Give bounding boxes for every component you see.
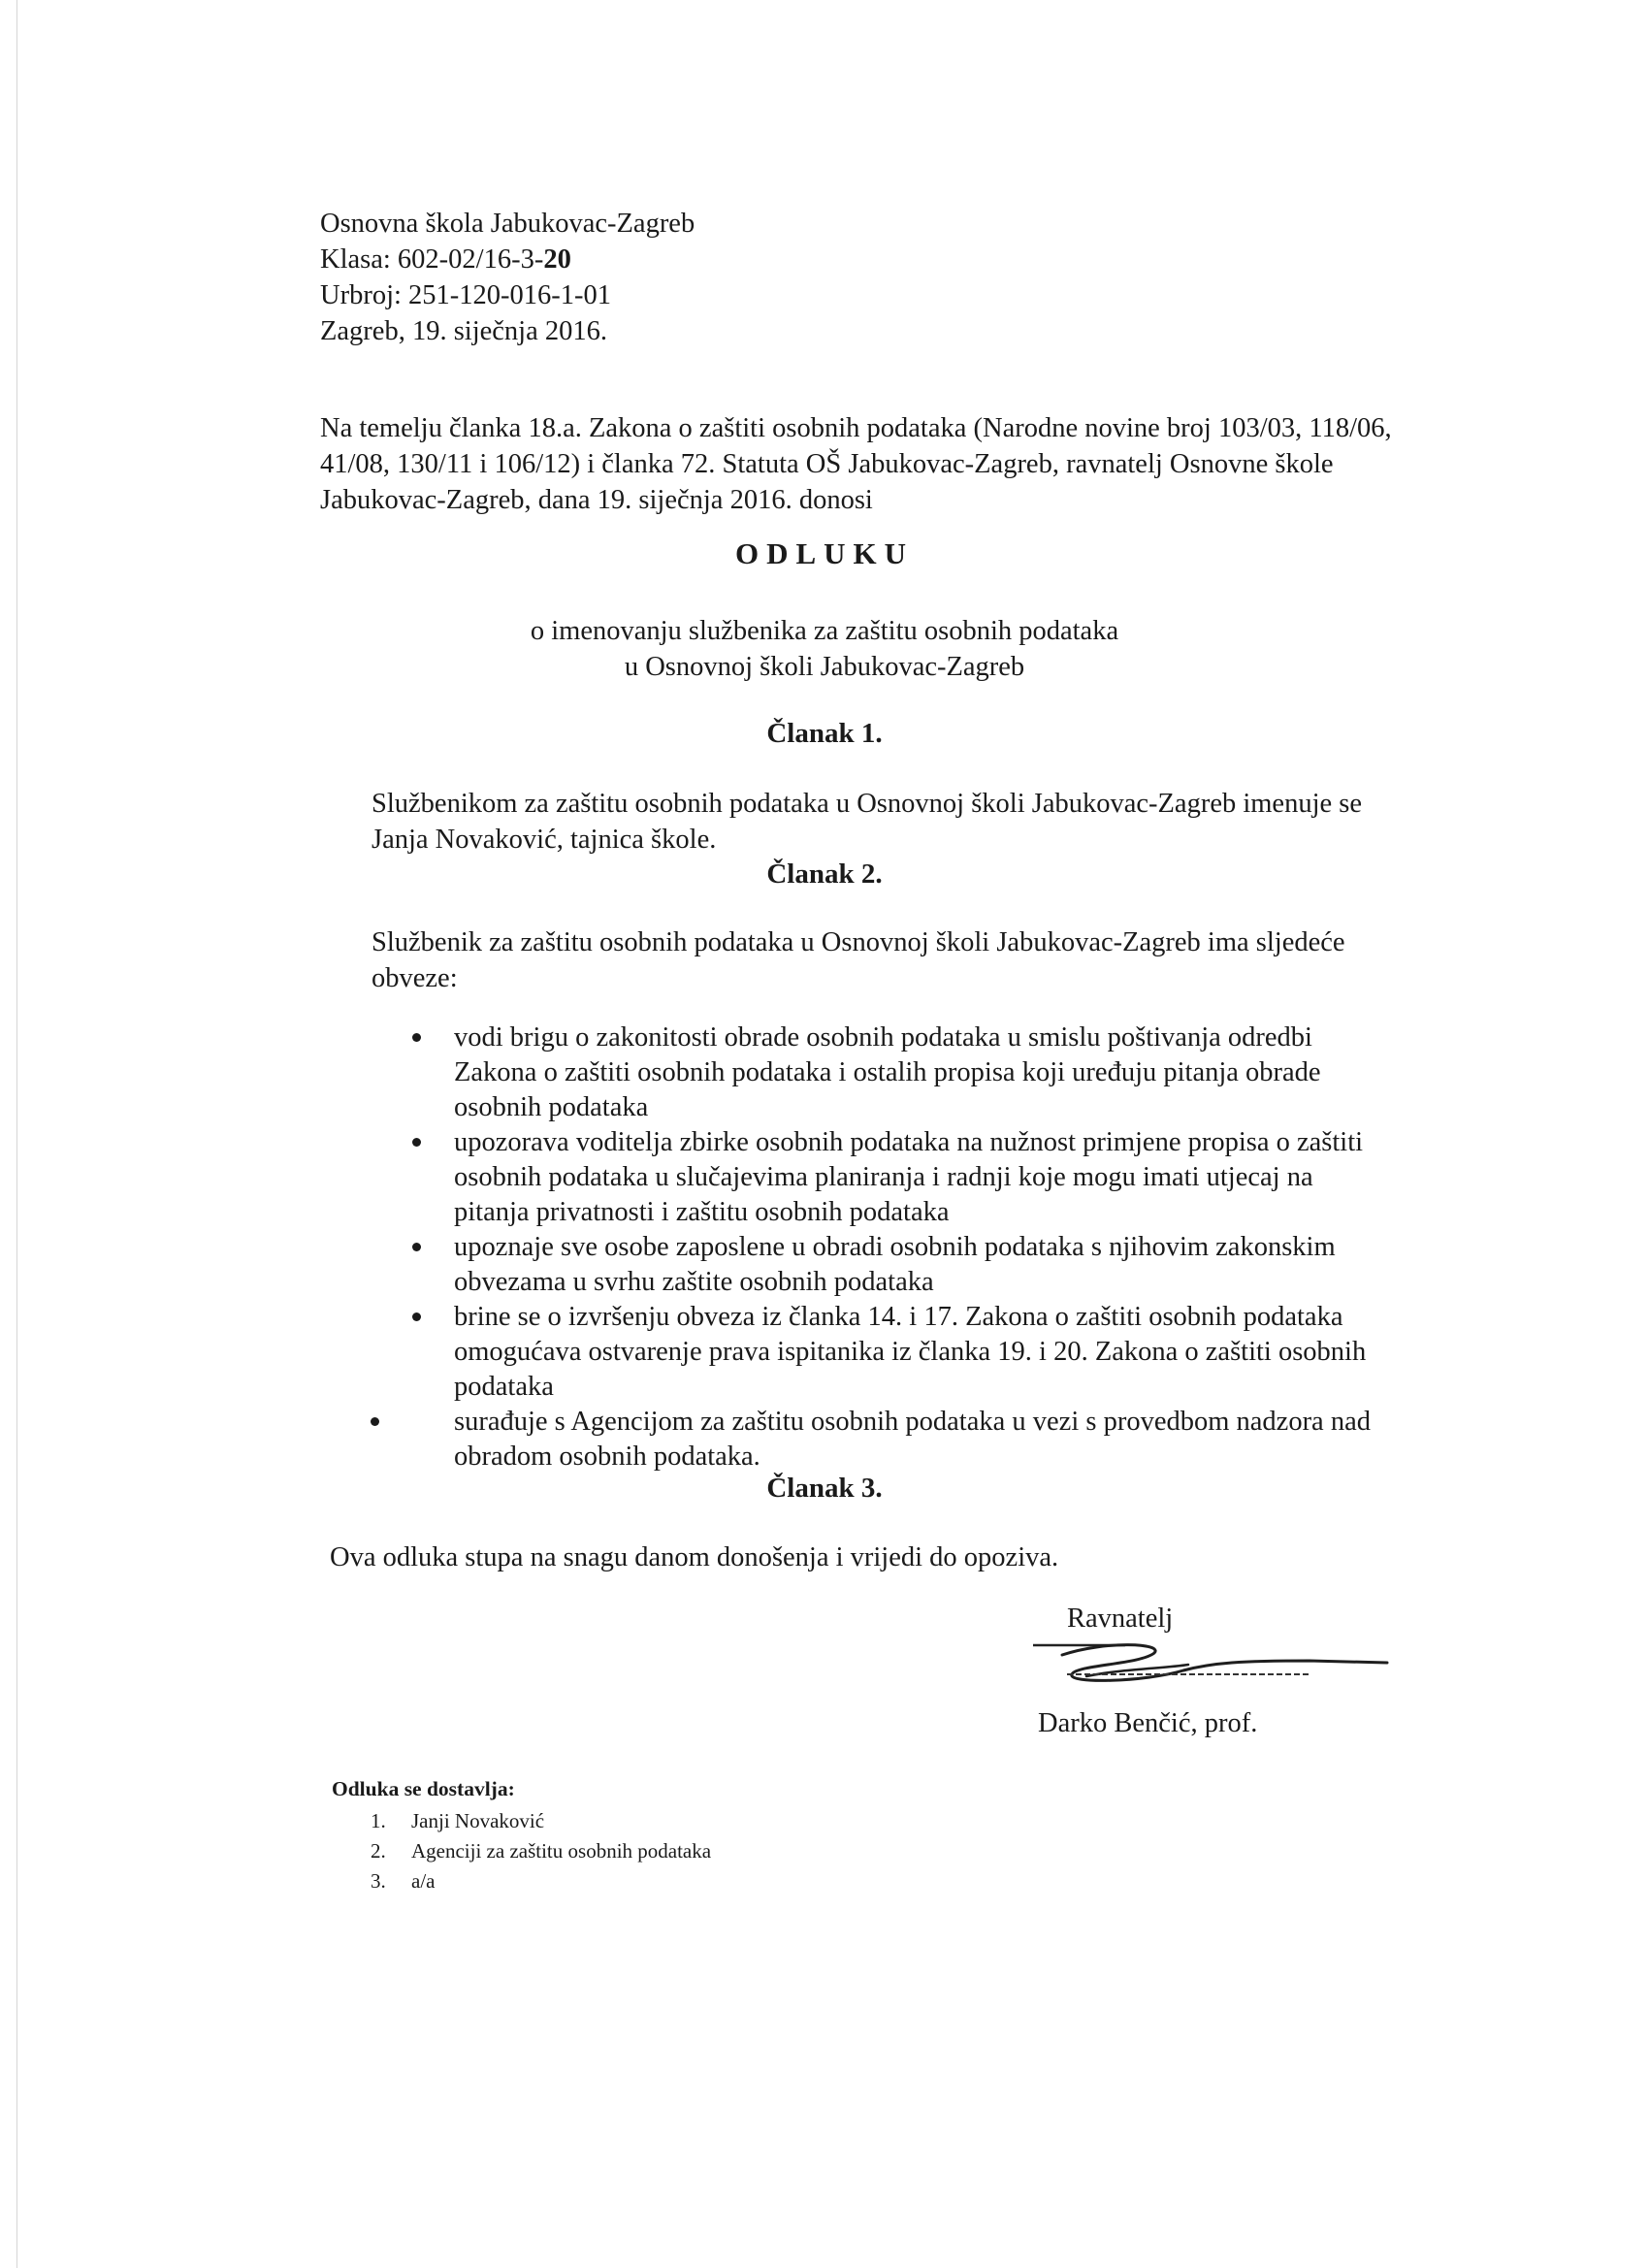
distribution-item (332, 1836, 711, 1866)
duty-line: brine se o izvršenju obveza iz članka 14. i 17. Zakona o zaštiti osobnih podataka (454, 1302, 1343, 1332)
subtitle-line: o imenovanju službenika za zaštitu osobnih podataka (530, 616, 1119, 646)
duty-item (0, 1405, 1649, 1474)
article-3-heading: Članak 3. (766, 1473, 883, 1504)
distribution-item (332, 1806, 711, 1836)
duty-line: obvezama u svrhu zaštite osobnih podataka (454, 1267, 934, 1297)
intro-paragraph (320, 410, 1455, 518)
article-1-line: Službenikom za zaštitu osobnih podataka u Osnovnoj školi Jabukovac-Zagreb imenuje se (372, 789, 1363, 819)
distribution-recipient: Agenciji za zaštitu osobnih podataka (411, 1839, 712, 1863)
distribution-number: 1. (371, 1809, 386, 1832)
duty-item (0, 1125, 1649, 1230)
distribution-title: Odluka se dostavlja: (332, 1777, 515, 1800)
duty-line: vodi brigu o zakonitosti obrade osobnih podataka u smislu poštivanja odredbi (454, 1022, 1312, 1053)
decision-title: ODLUKU (734, 536, 915, 570)
duty-line: osobnih podataka u slučajevima planiranja i radnji koje mogu imati utjecaj na (454, 1162, 1313, 1192)
signature-title: Ravnatelj (1067, 1604, 1174, 1634)
duty-item (0, 1300, 1649, 1405)
article-1-text (372, 786, 1362, 858)
intro-line: Na temelju članka 18.a. Zakona o zaštiti osobnih podataka (Narodne novine broj 103/03, 118/06, (320, 413, 1392, 443)
article-2-heading: Članak 2. (766, 859, 883, 890)
bullet-icon (412, 1312, 421, 1321)
bullet-icon (412, 1033, 421, 1042)
bullet-icon (412, 1138, 421, 1147)
bullet-icon (412, 1243, 421, 1251)
duty-line: upoznaje sve osobe zaposlene u obradi osobnih podataka s njihovim zakonskim (454, 1232, 1336, 1262)
duty-line: surađuje s Agencijom za zaštitu osobnih podataka u vezi s provedbom nadzora nad (454, 1407, 1371, 1437)
intro-line: Jabukovac-Zagreb, dana 19. siječnja 2016. donosi (320, 485, 873, 515)
distribution-number: 2. (371, 1839, 386, 1863)
urbroj: Urbroj: 251-120-016-1-01 (320, 280, 611, 310)
duty-line: upozorava voditelja zbirke osobnih podataka na nužnost primjene propisa o zaštiti (454, 1127, 1364, 1157)
distribution-list (332, 1777, 711, 1896)
duty-line: osobnih podataka (454, 1092, 649, 1122)
duties-list (0, 1021, 1649, 1474)
article-2-line: Službenik za zaštitu osobnih podataka u Osnovnoj školi Jabukovac-Zagreb ima sljedeće (372, 927, 1345, 957)
intro-line: 41/08, 130/11 i 106/12) i članka 72. Statuta OŠ Jabukovac-Zagreb, ravnatelj Osnovne škole (320, 449, 1334, 479)
duty-line: podataka (454, 1372, 554, 1402)
handwritten-signature (1018, 1626, 1406, 1703)
duty-item (0, 1021, 1649, 1125)
distribution-number: 3. (371, 1869, 386, 1893)
article-1-line: Janja Novaković, tajnica škole. (372, 825, 717, 855)
klasa (320, 242, 695, 277)
article-3-text: Ova odluka stupa na snagu danom donošenja i vrijedi do opoziva. (330, 1542, 1059, 1572)
bullet-icon (371, 1417, 379, 1426)
distribution-recipient: Janji Novaković (411, 1809, 545, 1832)
subtitle-line: u Osnovnoj školi Jabukovac-Zagreb (624, 652, 1025, 682)
duty-line: obradom osobnih podataka. (454, 1442, 760, 1472)
document-header (320, 206, 695, 349)
signatory-name: Darko Benčić, prof. (1038, 1708, 1258, 1738)
klasa-number: Klasa: 602-02/16-3- (320, 244, 544, 275)
klasa-number-suffix: 20 (543, 244, 571, 275)
article-2-text (372, 924, 1345, 996)
article-2-line: obveze: (372, 963, 458, 993)
signature-block (1038, 1601, 1290, 1736)
article-1-heading: Članak 1. (766, 718, 883, 749)
document-date: Zagreb, 19. siječnja 2016. (320, 316, 607, 346)
decision-subtitle (0, 613, 1649, 685)
duty-line: Zakona o zaštiti osobnih podataka i ostalih propisa koji uređuju pitanja obrade (454, 1057, 1321, 1087)
school-name: Osnovna škola Jabukovac-Zagreb (320, 209, 695, 239)
duty-line: pitanja privatnosti i zaštitu osobnih podataka (454, 1197, 950, 1227)
distribution-item (332, 1866, 711, 1896)
duty-item (0, 1230, 1649, 1300)
distribution-recipient: a/a (411, 1869, 436, 1893)
duty-line: omogućava ostvarenje prava ispitanika iz članka 19. i 20. Zakona o zaštiti osobnih (454, 1337, 1367, 1367)
